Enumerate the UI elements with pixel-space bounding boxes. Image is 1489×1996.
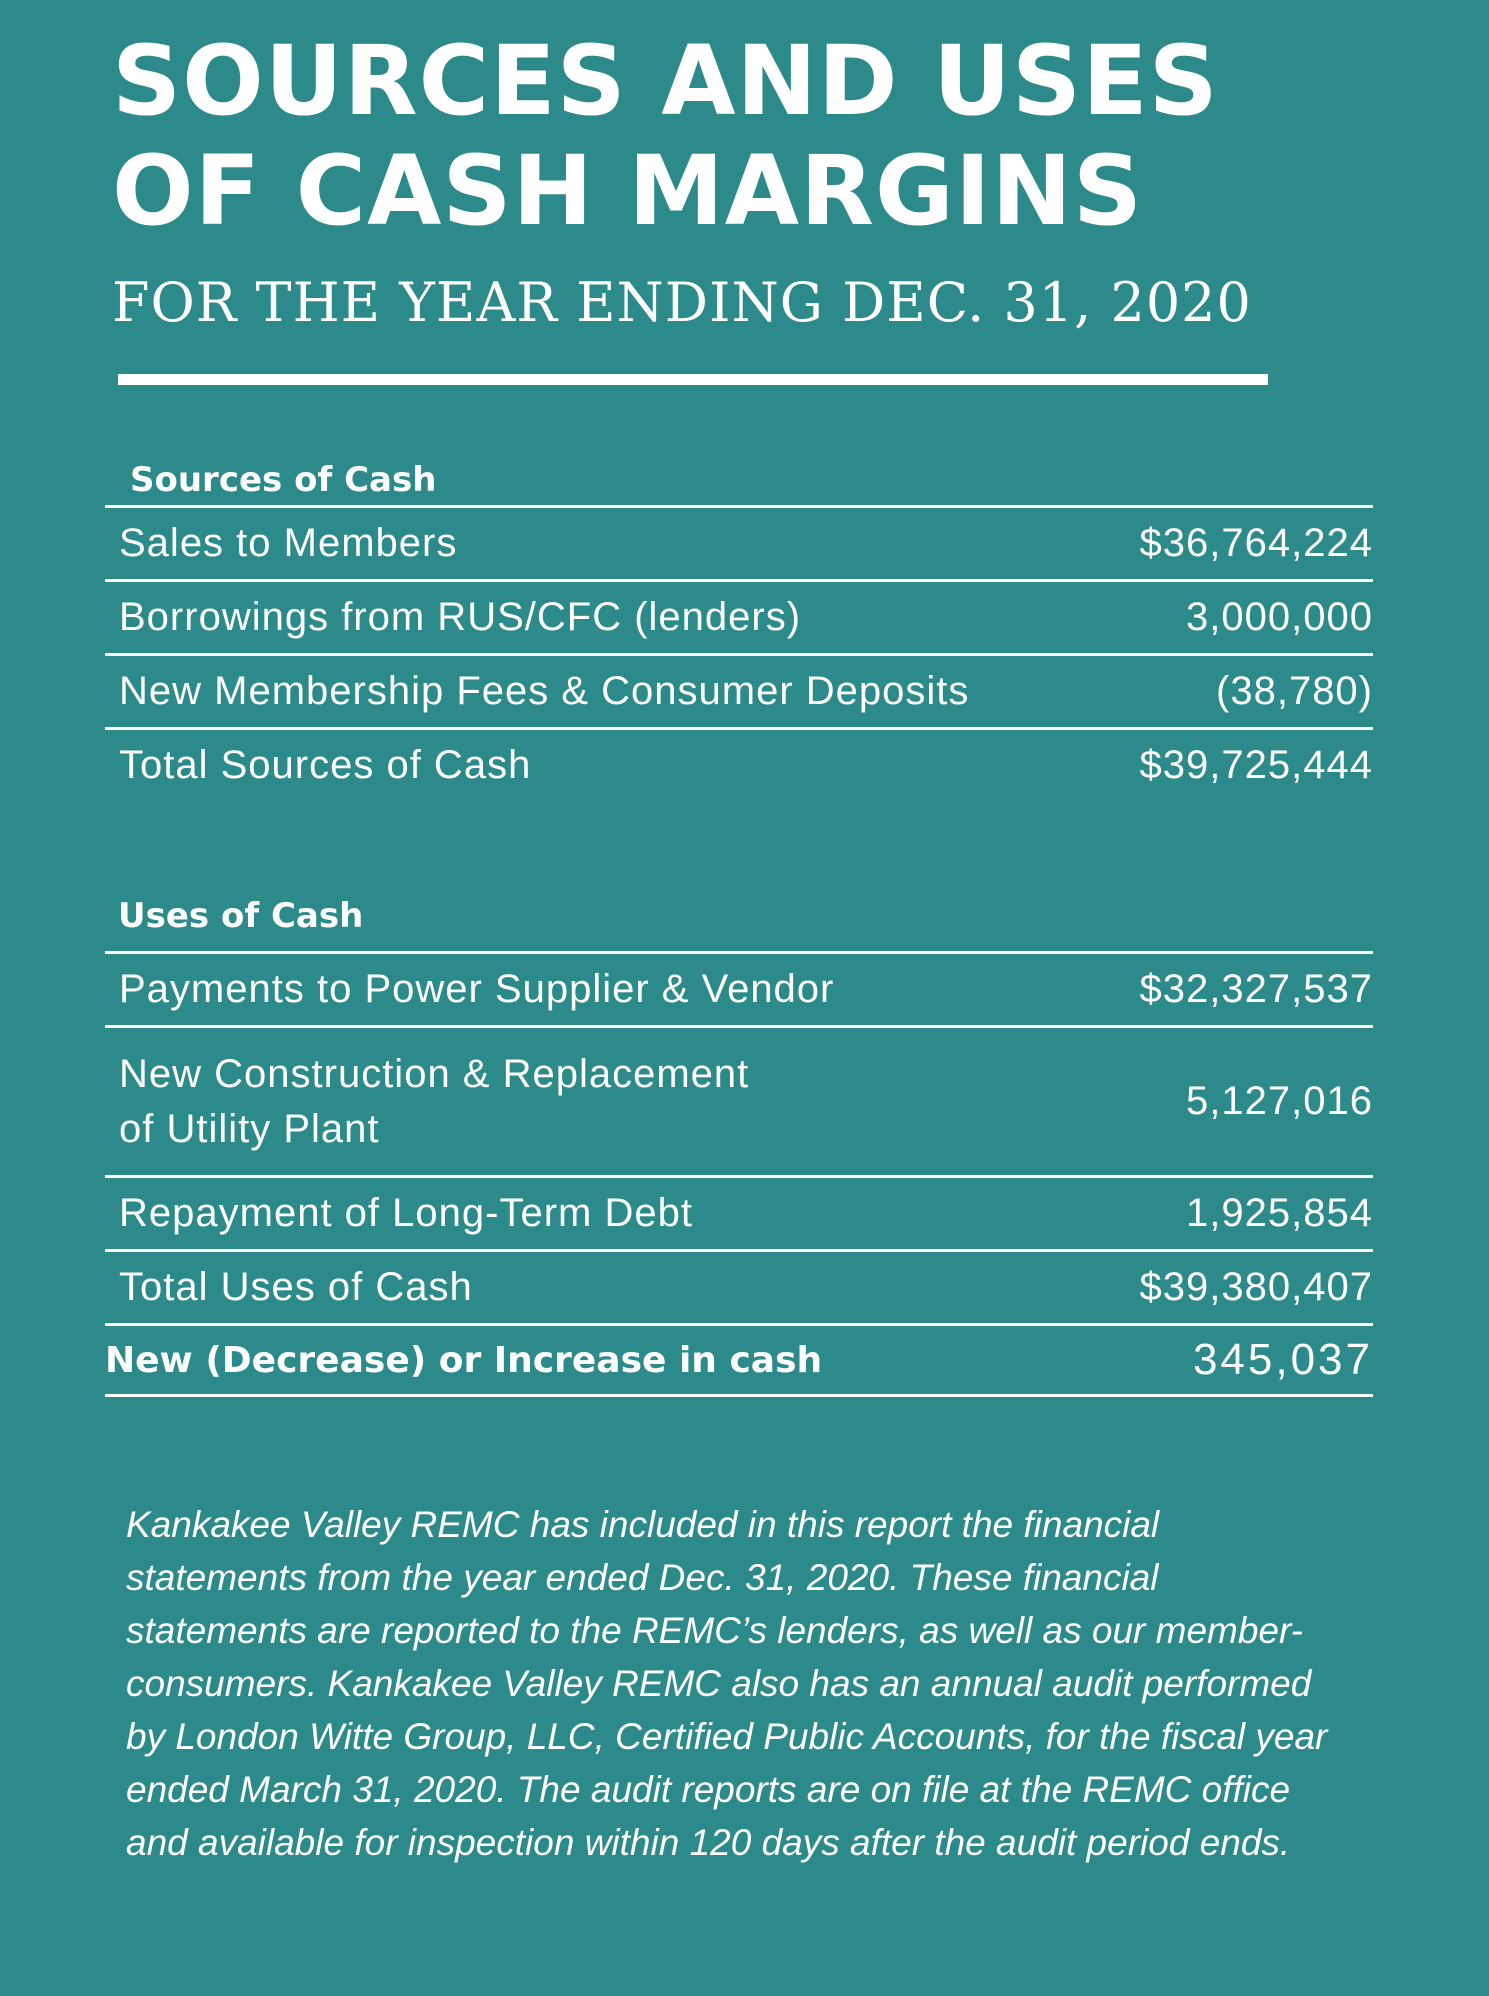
total-row [105, 727, 1373, 801]
row-label: New Membership Fees & Consumer Deposits [119, 669, 970, 713]
row-value: $32,327,537 [1139, 967, 1373, 1011]
table-row [105, 653, 1373, 727]
table-row [105, 579, 1373, 653]
page-title-line-2: OF CASH MARGINS [112, 135, 1144, 247]
table-row [105, 1025, 1373, 1175]
sources-heading: Sources of Cash [130, 460, 437, 500]
row-label: Payments to Power Supplier & Vendor [119, 967, 835, 1011]
table-row [105, 1175, 1373, 1249]
row-label: Borrowings from RUS/CFC (lenders) [119, 595, 802, 639]
total-uses-label: Total Uses of Cash [119, 1265, 473, 1309]
net-change-row [105, 1323, 1373, 1397]
page-subtitle: FOR THE YEAR ENDING DEC. 31, 2020 [112, 271, 1252, 334]
row-label-line-1: New Construction & Replacement [119, 1051, 750, 1096]
uses-table [105, 951, 1373, 1397]
row-label: Sales to Members [119, 521, 458, 565]
row-value: (38,780) [1216, 669, 1373, 713]
uses-heading: Uses of Cash [118, 896, 364, 936]
sources-table [105, 505, 1373, 801]
table-row [105, 951, 1373, 1025]
total-sources-value: $39,725,444 [1139, 743, 1373, 787]
row-label [105, 1047, 749, 1157]
title-divider [118, 374, 1268, 385]
net-change-value: 345,037 [1192, 1335, 1373, 1384]
page-title [112, 26, 1219, 246]
table-row [105, 505, 1373, 579]
net-change-label: New (Decrease) or Increase in cash [105, 1339, 823, 1381]
row-value: $36,764,224 [1139, 521, 1373, 565]
total-uses-value: $39,380,407 [1139, 1265, 1373, 1309]
row-label: Repayment of Long-Term Debt [119, 1191, 693, 1235]
total-sources-label: Total Sources of Cash [119, 743, 532, 787]
row-value: 3,000,000 [1186, 595, 1373, 639]
row-label-line-2: of Utility Plant [119, 1106, 380, 1151]
total-row [105, 1249, 1373, 1323]
disclosure-note: Kankakee Valley REMC has included in this report the financial statements from the year ended Dec. 31, 2020. These financial statements are reported to the REMC’s lenders, as well as our member-consumers. Kankakee Valley REMC also has an annual audit performed by London Witte Group, LLC, Certified Public Accounts, for the fiscal year ended March 31, 2020. The audit reports are on file at the REMC office and available for inspection within 120 days after the audit period ends. [126, 1504, 1328, 1863]
row-value: 1,925,854 [1186, 1191, 1373, 1235]
row-value: 5,127,016 [1186, 1079, 1373, 1123]
page-title-line-1: SOURCES AND USES [112, 25, 1219, 137]
